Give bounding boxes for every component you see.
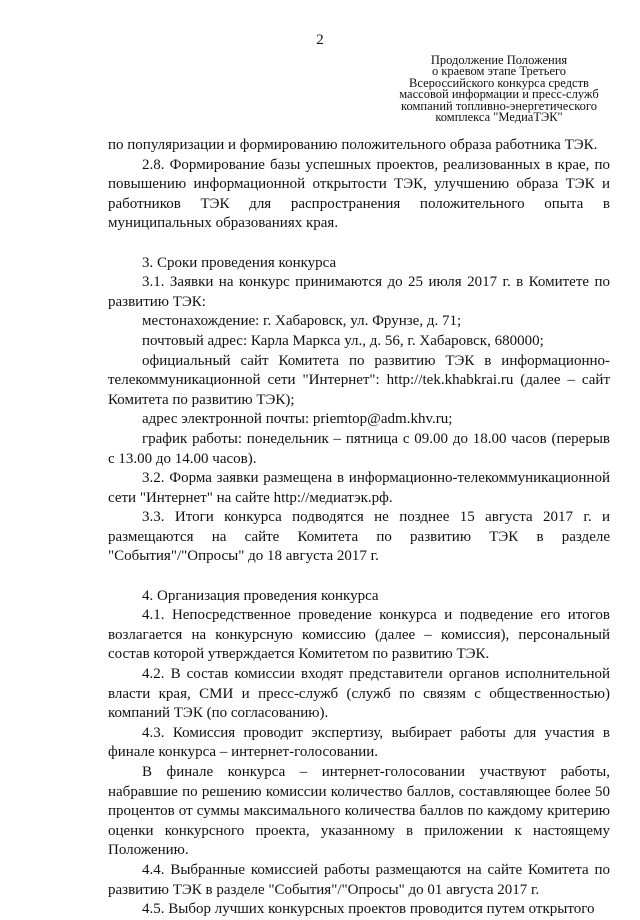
section-heading: 4. Организация проведения конкурса: [142, 587, 379, 604]
paragraph: 4.2. В состав комиссии входят представители органов исполнительной власти края, СМИ и пресс-служб (служб по связям с общественностью) компаний ТЭК (по согласованию).: [108, 666, 610, 722]
paragraph: 3.1. Заявки на конкурс принимаются до 25 июля 2017 г. в Комитете по развитию ТЭК:: [108, 274, 610, 310]
paragraph: график работы: понедельник – пятница с 09.00 до 18.00 часов (перерыв с 13.00 до 14.00 часов).: [108, 430, 610, 467]
header-line: массовой информации и пресс-служб: [399, 87, 599, 102]
paragraph: 4.4. Выбранные комиссией работы размещаются на сайте Комитета по развитию ТЭК в разделе "События"/"Опросы" до 01 августа 2017 г.: [108, 861, 610, 898]
paragraph: 2.8. Формирование базы успешных проектов, реализованных в крае, по повышению информационной открытости ТЭК, улучшению образа ТЭК и работников ТЭК для распространения положительного опыта в муниципальных образованиях края.: [108, 156, 610, 232]
paragraph: почтовый адрес: Карла Маркса ул., д. 56, г. Хабаровск, 680000;: [142, 332, 544, 349]
paragraph: 4.3. Комиссия проводит экспертизу, выбирает работы для участия в финале конкурса – интернет-голосовании.: [108, 724, 610, 761]
paragraph: местонахождение: г. Хабаровск, ул. Фрунзе, д. 71;: [142, 313, 462, 330]
document-body: [108, 136, 610, 920]
header-line: о краевом этапе Третьего: [431, 64, 567, 79]
header-line: Продолжение Положения: [430, 53, 568, 67]
header-line: Всероссийского конкурса средств: [409, 75, 589, 90]
document-header: [388, 55, 610, 123]
section-heading: 3. Сроки проведения конкурса: [142, 254, 337, 271]
paragraph: официальный сайт Комитета по развитию ТЭК в информационно-телекоммуникационной сети "Интернет": http://tek.khabkrai.ru (далее – сайт Комитета по развитию ТЭК);: [108, 352, 610, 408]
paragraph: В финале конкурса – интернет-голосовании участвуют работы, набравшие по решению комиссии количество баллов, составляющее более 50 процентов от суммы максимального количества баллов по каждому критерию оценки конкурсного проекта, указанному в приложении к настоящему Положению.: [108, 764, 610, 859]
paragraph: по популяризации и формированию положительного образа работника ТЭК.: [108, 137, 598, 153]
page-number: 2: [316, 32, 324, 48]
paragraph: 4.5. Выбор лучших конкурсных проектов проводится путем открытого: [142, 901, 595, 918]
paragraph: 3.2. Форма заявки размещена в информационно-телекоммуникационной сети "Интернет" на сайте http://медиатэк.рф.: [108, 470, 610, 506]
paragraph: 3.3. Итоги конкурса подводятся не позднее 15 августа 2017 г. и размещаются на сайте Комитета по развитию ТЭК в разделе "События"/"Опросы" до 18 августа 2017 г.: [108, 509, 610, 565]
header-line: компаний топливно-энергетического: [401, 98, 597, 113]
paragraph: 4.1. Непосредственное проведение конкурса и подведение его итогов возлагается на конкурсную комиссию (далее – комиссия), персональный состав которой утверждается Комитетом по развитию ТЭК.: [108, 607, 610, 663]
header-line: комплекса "МедиаТЭК": [435, 110, 563, 125]
paragraph: адрес электронной почты: priemtop@adm.khv.ru;: [142, 411, 453, 428]
